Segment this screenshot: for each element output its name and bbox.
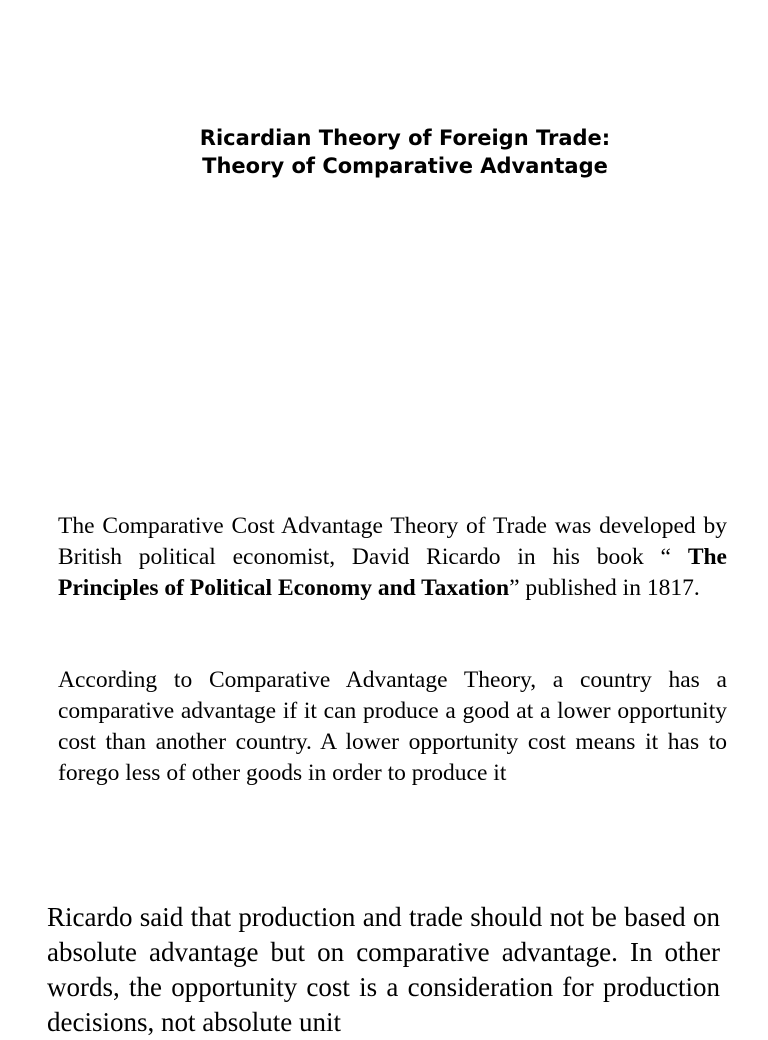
paragraph-1-text-start: The Comparative Cost Advantage Theory of Trade was developed by British political economist, David Ricardo in his book “ xyxy=(58,513,727,570)
book-title: The Principles of Political Economy and Taxation xyxy=(58,544,727,601)
paragraph-ricardo-intro xyxy=(58,511,727,604)
title-line-2: Theory of Comparative Advantage xyxy=(202,154,608,178)
paragraph-3: Ricardo said that production and trade should not be based on absolute advantage but on comparative advantage. In other words, the opportunity cost is a consideration for production decisions, not absolute unit xyxy=(47,902,720,1037)
paragraph-1 xyxy=(58,511,727,604)
title-line-1: Ricardian Theory of Foreign Trade: xyxy=(199,126,611,150)
paragraph-ricardo-said xyxy=(47,900,720,1040)
paragraph-2: According to Comparative Advantage Theory, a country has a comparative advantage if it can produce a good at a lower opportunity cost than another country. A lower opportunity cost means it has to forego less of other goods in order to produce it xyxy=(58,667,727,786)
document-title xyxy=(0,124,768,180)
paragraph-1-text-end: ” published in 1817. xyxy=(509,575,700,601)
paragraph-comparative-advantage-definition xyxy=(58,665,727,789)
